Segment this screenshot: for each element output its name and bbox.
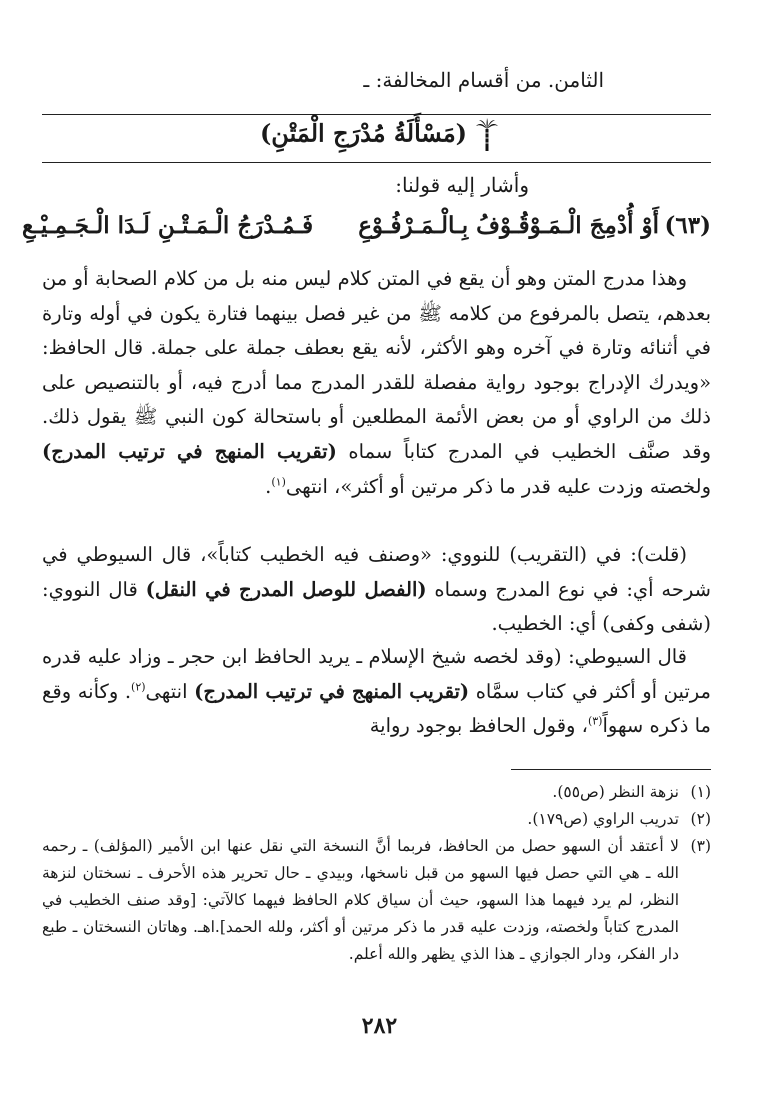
- paragraph-2: [42, 538, 711, 642]
- paragraph-3: [42, 640, 711, 744]
- intro-line: وأشار إليه قولنا:: [395, 173, 529, 197]
- paragraph-3-text-d: ، وقول الحافظ بوجود رواية: [369, 714, 588, 738]
- paragraph-3-text-a: قال السيوطي: (وقد لخصه شيخ الإسلام ـ يريد الحافظ ابن حجر ـ وزاد عليه قدره مرتين أو أكثر في كتاب سمَّاه: [42, 645, 711, 703]
- paragraph-2-book-title: (الفصل للوصل المدرج في النقل): [145, 577, 427, 601]
- footnote-number: (٢): [690, 810, 711, 828]
- paragraph-3-text-c: . وكأنه وقع ما ذكره سهواً: [42, 679, 711, 738]
- page-number: ٢٨٢: [361, 1013, 398, 1039]
- section-title: (مَسْأَلَةُ مُدْرَجِ الْمَتْنِ): [259, 118, 468, 148]
- footnote-number: (١): [690, 783, 711, 801]
- paragraph-2-text-b: قال النووي: (شفى وكفى) أي: الخطيب.: [42, 577, 711, 636]
- verse-line: [22, 210, 711, 250]
- footnote-ref-3[interactable]: (٣): [587, 714, 603, 728]
- section-title-block: [0, 118, 759, 152]
- paragraph-3-book-title: (تقريب المنهج في ترتيب المدرج): [194, 679, 470, 703]
- footnote-number: (٣): [690, 837, 711, 855]
- header-rule-top: [42, 114, 711, 115]
- footnote-ref-2[interactable]: (٢): [131, 680, 146, 694]
- footnote-item: [42, 833, 711, 968]
- footnote-item: [42, 779, 711, 806]
- verse-number: (٦٣): [664, 212, 711, 239]
- verse-hemistich-second: فَـمُـدْرَجُ الْـمَـتْـنِ لَـدَا الْـجَـمِـيْـعِ: [22, 212, 314, 239]
- verse-hemistich-first: أَوْ أُدْمِجَ الْـمَـوْقُـوْفُ بِـالْـمَـرْفُـوْعِ: [358, 212, 659, 239]
- paragraph-1-book-title: (تقريب المنهج في ترتيب المدرج): [42, 439, 337, 463]
- paragraph-1: [42, 262, 711, 504]
- footnote-text: نزهة النظر (ص٥٥).: [552, 783, 679, 801]
- footnote-item: [42, 806, 711, 833]
- header-rule-bottom: [42, 162, 711, 163]
- palm-tree-ornament-icon: [475, 118, 499, 152]
- footnote-text: تدريب الراوي (ص١٧٩).: [527, 810, 679, 828]
- paragraph-3-text-b: انتهى: [145, 679, 188, 703]
- paragraph-1-end: .: [265, 474, 272, 498]
- paragraph-1-text-a: وهذا مدرج المتن وهو أن يقع في المتن كلام ليس منه بل من كلام الصحابة أو من بعدهم، يتصل بالمرفوع من كلامه ﷺ من غير فصل بينهما فتارة يكون في أوله وتارة في أثنائه وتارة في آخره وهو الأكثر، لأنه يقع بعطف جملة على جملة. قال الحافظ: «ويدرك الإدراج بوجود رواية مفصلة للقدر المدرج مما أدرج فيه، أو بالتنصيص على ذلك من الراوي أو من بعض الأئمة المطلعين أو باستحالة كون النبي ﷺ يقول ذلك. وقد صنَّف الخطيب في المدرج كتاباً سماه: [42, 267, 711, 463]
- running-header: الثامن. من أقسام المخالفة: ـ: [363, 68, 604, 92]
- footnote-ref-1[interactable]: (١): [271, 475, 286, 489]
- paragraph-2-text-a: (قلت): في (التقريب) للنووي: «وصنف فيه الخطيب كتاباً»، قال السيوطي في شرحه أي: في نوع المدرج وسماه: [42, 543, 711, 601]
- footnote-separator: [511, 769, 711, 770]
- footnote-text: لا أعتقد أن السهو حصل من الحافظ، فربما أنَّ النسخة التي نقل عنها ابن الأمير (المؤلف) ـ رحمه الله ـ هي التي حصل فيها السهو من قبل ناسخها، وبيدي ـ حال تحرير هذه الأحرف ـ نسختان لنزهة النظر، لم يرد فيهما هذا السهو، حيث أن سياق كلام الحافظ فيهما كالآتي: [وقد صنف الخطيب في المدرج كتاباً ولخصته، وزدت عليه قدر ما ذكر مرتين أو أكثر، ولله الحمد].اهـ. وهاتان النسختان ـ طبع دار الفكر، ودار الجوازي ـ هذا الذي يظهر والله أعلم.: [42, 837, 679, 963]
- paragraph-1-text-b: ولخصته وزدت عليه قدر ما ذكر مرتين أو أكثر»، انتهى: [285, 474, 711, 498]
- footnotes: [42, 779, 711, 968]
